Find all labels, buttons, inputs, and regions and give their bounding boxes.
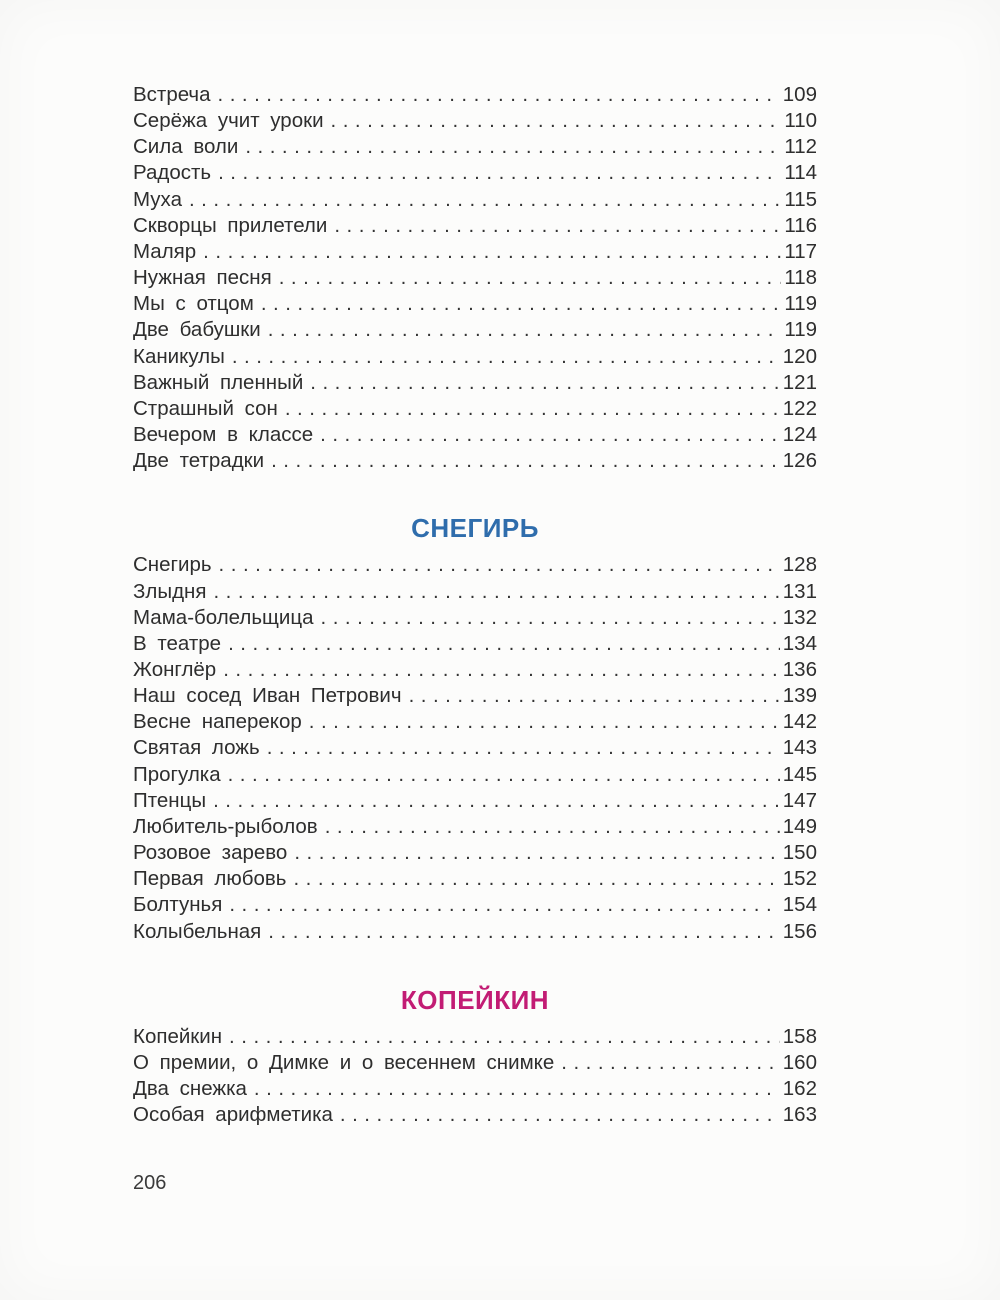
dot-leader [293, 866, 779, 892]
entry-title: Розовое зарево [133, 841, 288, 865]
entry-title: Вечером в классе [133, 423, 314, 447]
entry-page-number: 117 [784, 239, 817, 263]
section-entry-list [133, 82, 817, 474]
entry-title: Нужная песня [133, 266, 272, 290]
toc-entry [133, 160, 817, 186]
entry-page-number: 160 [782, 1050, 817, 1074]
entry-page-number: 115 [784, 187, 817, 211]
dot-leader [203, 239, 781, 265]
section-title: КОПЕЙКИН [400, 984, 550, 1015]
entry-title: Мама-болельщица [133, 605, 314, 629]
entry-title: Муха [133, 187, 182, 211]
dot-leader [334, 213, 781, 239]
toc-entry [133, 448, 817, 474]
entry-page-number: 152 [782, 867, 817, 891]
dot-leader [271, 448, 780, 474]
dot-leader [561, 1050, 780, 1076]
dot-leader [294, 840, 779, 866]
entry-title: Злыдня [133, 579, 207, 603]
toc-entry [133, 317, 817, 343]
entry-page-number: 163 [782, 1103, 817, 1127]
toc-entry [133, 814, 817, 840]
toc-entry [133, 108, 817, 134]
dot-leader [218, 82, 780, 108]
entry-page-number: 143 [782, 736, 817, 760]
entry-title: Особая арифметика [133, 1103, 333, 1127]
entry-page-number: 128 [782, 553, 817, 577]
dot-leader [320, 422, 780, 448]
entry-title: Копейкин [133, 1024, 223, 1048]
entry-title: Жонглёр [133, 657, 217, 681]
dot-leader [245, 134, 781, 160]
entry-page-number: 154 [782, 893, 817, 917]
dot-leader [261, 291, 782, 317]
dot-leader [279, 265, 782, 291]
dot-leader [285, 396, 780, 422]
entry-page-number: 126 [782, 449, 817, 473]
entry-title: Серёжа учит уроки [133, 109, 324, 133]
toc-entry [133, 82, 817, 108]
dot-leader [232, 344, 780, 370]
entry-page-number: 109 [782, 83, 817, 106]
entry-page-number: 142 [782, 710, 817, 734]
entry-title: Важный пленный [133, 370, 304, 394]
toc-entry [133, 683, 817, 709]
dot-leader [229, 1024, 780, 1050]
dot-leader [409, 683, 780, 709]
entry-page-number: 150 [782, 841, 817, 865]
toc-entry [133, 422, 817, 448]
toc-entry [133, 1050, 817, 1076]
section-title: СНЕГИРЬ [411, 513, 539, 544]
entry-title: Каникулы [133, 344, 225, 368]
entry-page-number: 162 [782, 1077, 817, 1100]
entry-title: Мы с отцом [133, 292, 254, 316]
entry-page-number: 131 [782, 579, 817, 603]
dot-leader [254, 1076, 780, 1102]
toc-entry [133, 370, 817, 396]
entry-title: В театре [133, 631, 222, 655]
toc-entry [133, 239, 817, 265]
toc-entry [133, 1102, 817, 1128]
dot-leader [309, 709, 780, 735]
entry-title: Радость [133, 161, 212, 185]
dot-leader [229, 892, 779, 918]
section-entry-list [133, 552, 817, 944]
entry-title: Сила воли [133, 135, 239, 159]
entry-page-number: 139 [782, 684, 817, 708]
toc-section [133, 985, 817, 1129]
entry-page-number: 134 [782, 631, 817, 655]
toc-entry [133, 344, 817, 370]
dot-leader [331, 108, 782, 134]
toc-section [133, 513, 817, 944]
dot-leader [189, 187, 781, 213]
entry-page-number: 145 [782, 762, 817, 786]
dot-leader [219, 552, 780, 578]
entry-page-number: 136 [782, 657, 817, 681]
toc-entry [133, 631, 817, 657]
toc-entry [133, 134, 817, 160]
table-of-contents [133, 82, 817, 1128]
dot-leader [268, 317, 782, 343]
toc-entry [133, 213, 817, 239]
entry-title: Весне наперекор [133, 710, 302, 734]
entry-title: Любитель-рыболов [133, 814, 318, 838]
toc-entry [133, 788, 817, 814]
entry-page-number: 120 [782, 344, 817, 368]
entry-page-number: 119 [784, 318, 817, 342]
entry-title: О премии, о Димке и о весеннем снимке [133, 1050, 555, 1074]
entry-page-number: 122 [782, 396, 817, 420]
dot-leader [223, 657, 780, 683]
section-entry-list [133, 1024, 817, 1129]
toc-entry [133, 291, 817, 317]
dot-leader [325, 814, 780, 840]
entry-title: Скворцы прилетели [133, 213, 328, 237]
toc-entry [133, 892, 817, 918]
toc-section [133, 82, 817, 474]
entry-title: Встреча [133, 83, 211, 106]
entry-page-number: 156 [782, 919, 817, 943]
entry-title: Наш сосед Иван Петрович [133, 684, 402, 708]
entry-title: Страшный сон [133, 396, 278, 420]
dot-leader [310, 370, 780, 396]
entry-page-number: 112 [784, 135, 817, 159]
dot-leader [340, 1102, 780, 1128]
dot-leader [321, 605, 780, 631]
entry-page-number: 147 [782, 788, 817, 812]
toc-entry [133, 840, 817, 866]
entry-title: Две бабушки [133, 318, 261, 342]
entry-title: Первая любовь [133, 867, 287, 891]
entry-page-number: 124 [782, 423, 817, 447]
entry-page-number: 110 [784, 109, 817, 133]
entry-page-number: 158 [782, 1024, 817, 1048]
dot-leader [228, 631, 780, 657]
toc-entry [133, 709, 817, 735]
dot-leader [228, 762, 780, 788]
toc-entry [133, 657, 817, 683]
entry-title: Колыбельная [133, 919, 262, 943]
entry-page-number: 132 [782, 605, 817, 629]
toc-entry [133, 919, 817, 945]
toc-entry [133, 866, 817, 892]
toc-entry [133, 187, 817, 213]
entry-title: Прогулка [133, 762, 221, 786]
dot-leader [268, 919, 779, 945]
entry-page-number: 114 [784, 161, 817, 185]
toc-entry [133, 735, 817, 761]
entry-title: Снегирь [133, 553, 212, 577]
toc-entry [133, 605, 817, 631]
entry-title: Два снежка [133, 1077, 247, 1100]
dot-leader [213, 788, 780, 814]
entry-page-number: 118 [784, 266, 817, 290]
entry-title: Маляр [133, 239, 197, 263]
entry-title: Птенцы [133, 788, 207, 812]
entry-page-number: 121 [782, 370, 817, 394]
toc-entry [133, 396, 817, 422]
dot-leader [213, 579, 779, 605]
toc-entry [133, 1076, 817, 1102]
page-number: 206 [133, 1172, 167, 1194]
entry-page-number: 119 [784, 292, 817, 316]
entry-title: Две тетрадки [133, 449, 265, 473]
dot-leader [267, 735, 780, 761]
entry-title: Святая ложь [133, 736, 260, 760]
dot-leader [218, 160, 781, 186]
entry-page-number: 116 [784, 213, 817, 237]
toc-entry [133, 762, 817, 788]
entry-page-number: 149 [782, 814, 817, 838]
toc-entry [133, 265, 817, 291]
toc-entry [133, 579, 817, 605]
toc-entry [133, 1024, 817, 1050]
entry-title: Болтунья [133, 893, 223, 917]
toc-entry [133, 552, 817, 578]
